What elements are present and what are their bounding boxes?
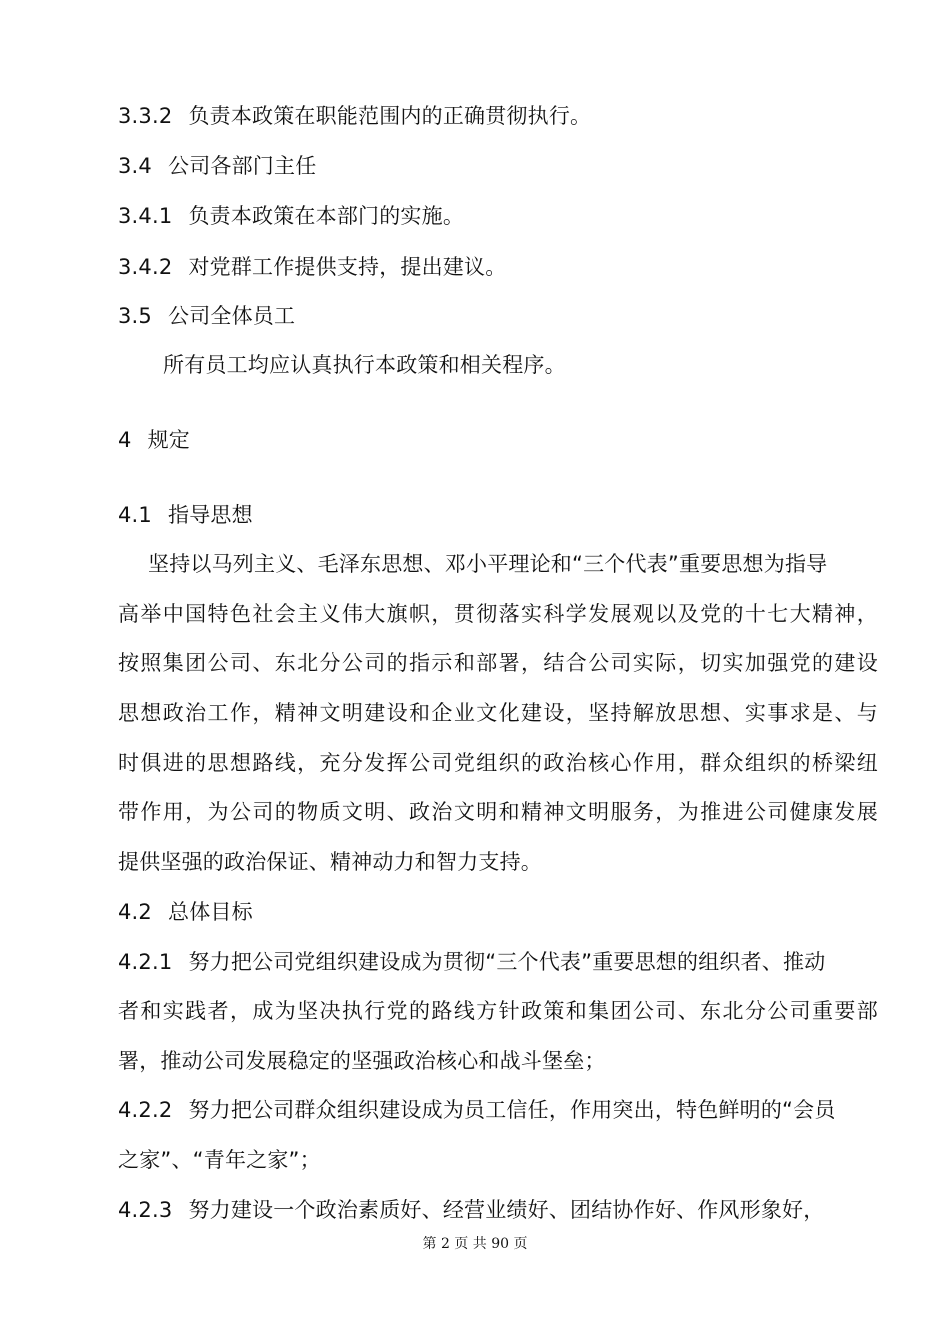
item-4-2-3-line	[118, 1196, 824, 1224]
paragraph-4-1-line: 提供坚强的政治保证、精神动力和智力支持。	[118, 850, 542, 874]
heading-3-4	[118, 152, 316, 180]
paragraph-3-5-body: 所有员工均应认真执行本政策和相关程序。	[163, 353, 566, 377]
section-number: 4.2	[118, 900, 152, 924]
section-text: 公司各部门主任	[168, 154, 317, 178]
section-text: 努力把公司党组织建设成为贯彻“三个代表”重要思想的组织者、推动	[188, 950, 826, 974]
heading-4-1	[118, 501, 253, 529]
section-text: 努力建设一个政治素质好、经营业绩好、团结协作好、作风形象好，	[188, 1198, 825, 1222]
item-4-2-2-line	[118, 1096, 836, 1124]
section-text: 负责本政策在本部门的实施。	[188, 204, 465, 228]
section-number: 4	[118, 428, 132, 452]
paragraph-4-1-line: 思想政治工作，精神文明建设和企业文化建设，坚持解放思想、实事求是、与	[118, 701, 878, 725]
paragraph-4-1-line: 按照集团公司、东北分公司的指示和部署，结合公司实际，切实加强党的建设	[118, 651, 878, 675]
section-number: 4.1	[118, 503, 152, 527]
section-text: 对党群工作提供支持，提出建议。	[188, 255, 507, 279]
section-text: 总体目标	[168, 900, 253, 924]
item-4-2-2-line: 之家”、“青年之家”；	[118, 1148, 321, 1172]
section-number: 4.2.2	[118, 1098, 173, 1122]
section-number: 4.2.3	[118, 1198, 173, 1222]
section-text: 规定	[147, 428, 190, 452]
heading-4-2	[118, 898, 253, 926]
item-4-2-1-line	[118, 948, 825, 976]
paragraph-4-1-line: 坚持以马列主义、毛泽东思想、邓小平理论和“三个代表”重要思想为指导	[148, 552, 828, 576]
heading-4	[118, 426, 190, 454]
heading-3-4-1	[118, 202, 464, 230]
section-text: 指导思想	[168, 503, 253, 527]
section-number: 3.5	[118, 304, 152, 328]
section-number: 3.3.2	[118, 104, 173, 128]
item-4-2-1-line: 署，推动公司发展稳定的坚强政治核心和战斗堡垒；	[118, 1049, 606, 1073]
section-number: 3.4	[118, 154, 152, 178]
item-4-2-1-line: 者和实践者，成为坚决执行党的路线方针政策和集团公司、东北分公司重要部	[118, 999, 878, 1023]
section-number: 4.2.1	[118, 950, 173, 974]
paragraph-4-1-line: 高举中国特色社会主义伟大旗帜，贯彻落实科学发展观以及党的十七大精神，	[118, 602, 878, 626]
section-text: 公司全体员工	[168, 304, 296, 328]
paragraph-4-1-line: 时俱进的思想路线，充分发挥公司党组织的政治核心作用，群众组织的桥梁纽	[118, 751, 878, 775]
heading-3-5	[118, 302, 295, 330]
section-number: 3.4.1	[118, 204, 173, 228]
section-number: 3.4.2	[118, 255, 173, 279]
heading-3-3-2	[118, 102, 591, 130]
paragraph-4-1-line: 带作用，为公司的物质文明、政治文明和精神文明服务，为推进公司健康发展	[118, 800, 878, 824]
section-text: 努力把公司群众组织建设成为员工信任，作用突出，特色鲜明的“会员	[188, 1098, 836, 1122]
page-footer: 第 2 页 共 90 页	[422, 1236, 528, 1252]
heading-3-4-2	[118, 253, 506, 281]
section-text: 负责本政策在职能范围内的正确贯彻执行。	[188, 104, 592, 128]
